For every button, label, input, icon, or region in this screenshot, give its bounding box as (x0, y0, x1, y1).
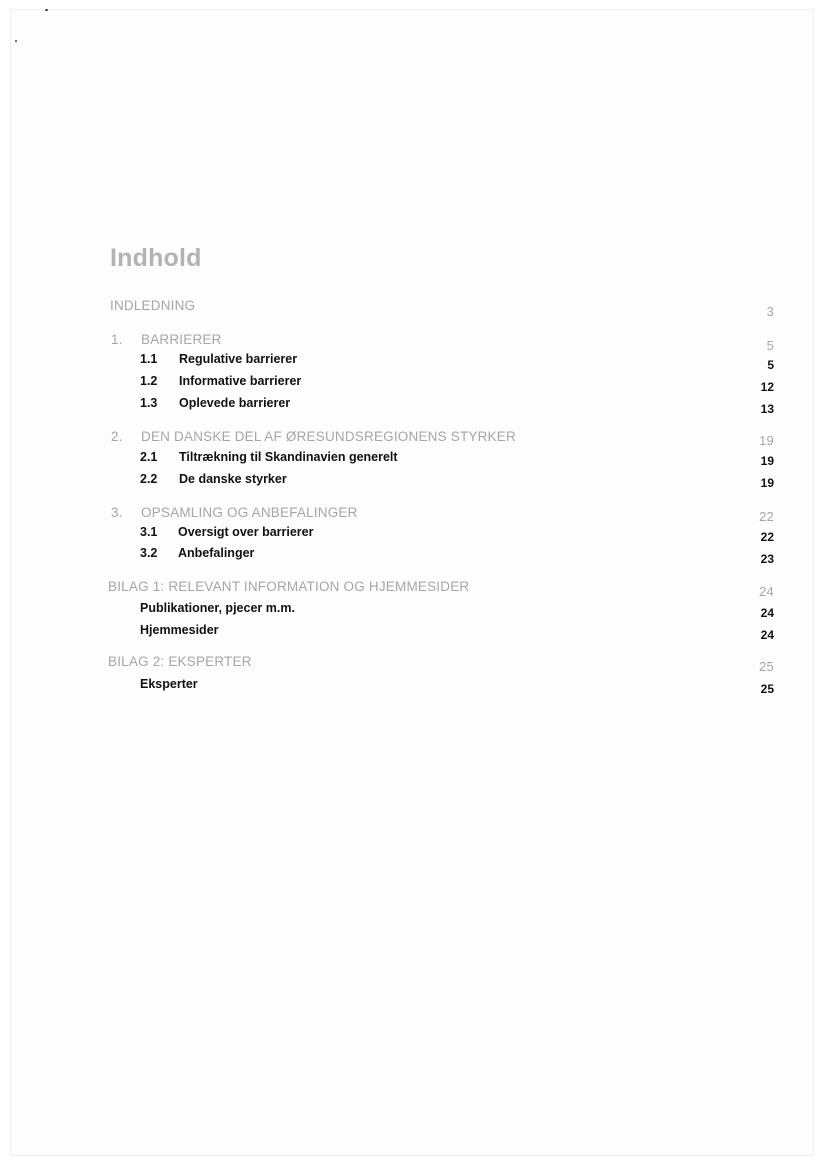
toc-appendix-item[interactable] (0, 677, 824, 697)
toc-section[interactable] (0, 472, 824, 492)
toc-chapter-number: 3. (111, 505, 123, 520)
toc-page-number: 22 (759, 509, 774, 524)
toc-chapter[interactable] (0, 429, 824, 449)
toc-page-number: 19 (760, 476, 774, 490)
toc-chapter-title: DEN DANSKE DEL AF ØRESUNDSREGIONENS STYRKER (141, 429, 516, 444)
toc-section-title: Anbefalinger (178, 546, 255, 560)
toc-section[interactable] (0, 396, 824, 416)
toc-chapter[interactable] (0, 505, 824, 525)
toc-page-number: 5 (766, 338, 774, 353)
toc-section-number: 2.1 (140, 450, 158, 464)
toc-appendix-title: BILAG 1: RELEVANT INFORMATION OG HJEMMESIDER (108, 579, 470, 594)
toc-chapter-title: BARRIERER (141, 332, 222, 347)
toc-section-number: 1.2 (140, 374, 158, 388)
toc-chapter-title: OPSAMLING OG ANBEFALINGER (141, 505, 358, 520)
toc-appendix[interactable] (0, 579, 824, 599)
toc-section-number: 1.3 (140, 396, 158, 410)
toc-section[interactable] (0, 352, 824, 372)
toc-section-title: Regulative barrierer (179, 352, 298, 366)
toc-section[interactable] (0, 374, 824, 394)
toc-page-number: 19 (759, 433, 774, 448)
toc-section[interactable] (0, 525, 824, 545)
toc-appendix-title: BILAG 2: EKSPERTER (108, 654, 252, 669)
toc-section-number: 1.1 (140, 352, 158, 366)
toc-page-number: 25 (760, 682, 774, 696)
toc-section[interactable] (0, 450, 824, 470)
toc-page-number: 5 (767, 358, 774, 372)
toc-section-title: Oversigt over barrierer (178, 525, 314, 539)
toc-section-title: Oplevede barrierer (179, 396, 291, 410)
toc-chapter-number: 2. (111, 429, 123, 444)
toc-page-number: 25 (759, 659, 774, 674)
toc-appendix-item-title: Publikationer, pjecer m.m. (140, 601, 295, 615)
toc-appendix[interactable] (0, 654, 824, 674)
toc-page-number: 24 (760, 628, 774, 642)
toc-appendix-item-title: Eksperter (140, 677, 198, 691)
toc-section-number: 3.1 (140, 525, 158, 539)
toc-heading: Indhold (110, 244, 202, 272)
toc-page-number: 24 (760, 606, 774, 620)
toc-section-title: De danske styrker (179, 472, 287, 486)
toc-page-number: 24 (759, 584, 774, 599)
scan-speck (15, 40, 17, 42)
toc-section-number: 3.2 (140, 546, 158, 560)
toc-entry-title: INDLEDNING (110, 298, 196, 313)
toc-appendix-item[interactable] (0, 623, 824, 643)
toc-page-number: 22 (760, 530, 774, 544)
scan-speck (45, 9, 48, 11)
toc-chapter[interactable] (0, 332, 824, 352)
toc-section-title: Informative barrierer (179, 374, 302, 388)
toc-page-number: 19 (760, 454, 774, 468)
toc-chapter-number: 1. (111, 332, 123, 347)
toc-page-number: 13 (760, 402, 774, 416)
toc-section[interactable] (0, 546, 824, 566)
toc-page-number: 3 (766, 304, 774, 319)
toc-page-number: 23 (760, 552, 774, 566)
toc-entry-intro[interactable] (0, 298, 824, 318)
toc-appendix-item-title: Hjemmesider (140, 623, 219, 637)
toc-section-title: Tiltrækning til Skandinavien generelt (179, 450, 398, 464)
toc-section-number: 2.2 (140, 472, 158, 486)
toc-appendix-item[interactable] (0, 601, 824, 621)
toc-page-number: 12 (760, 380, 774, 394)
